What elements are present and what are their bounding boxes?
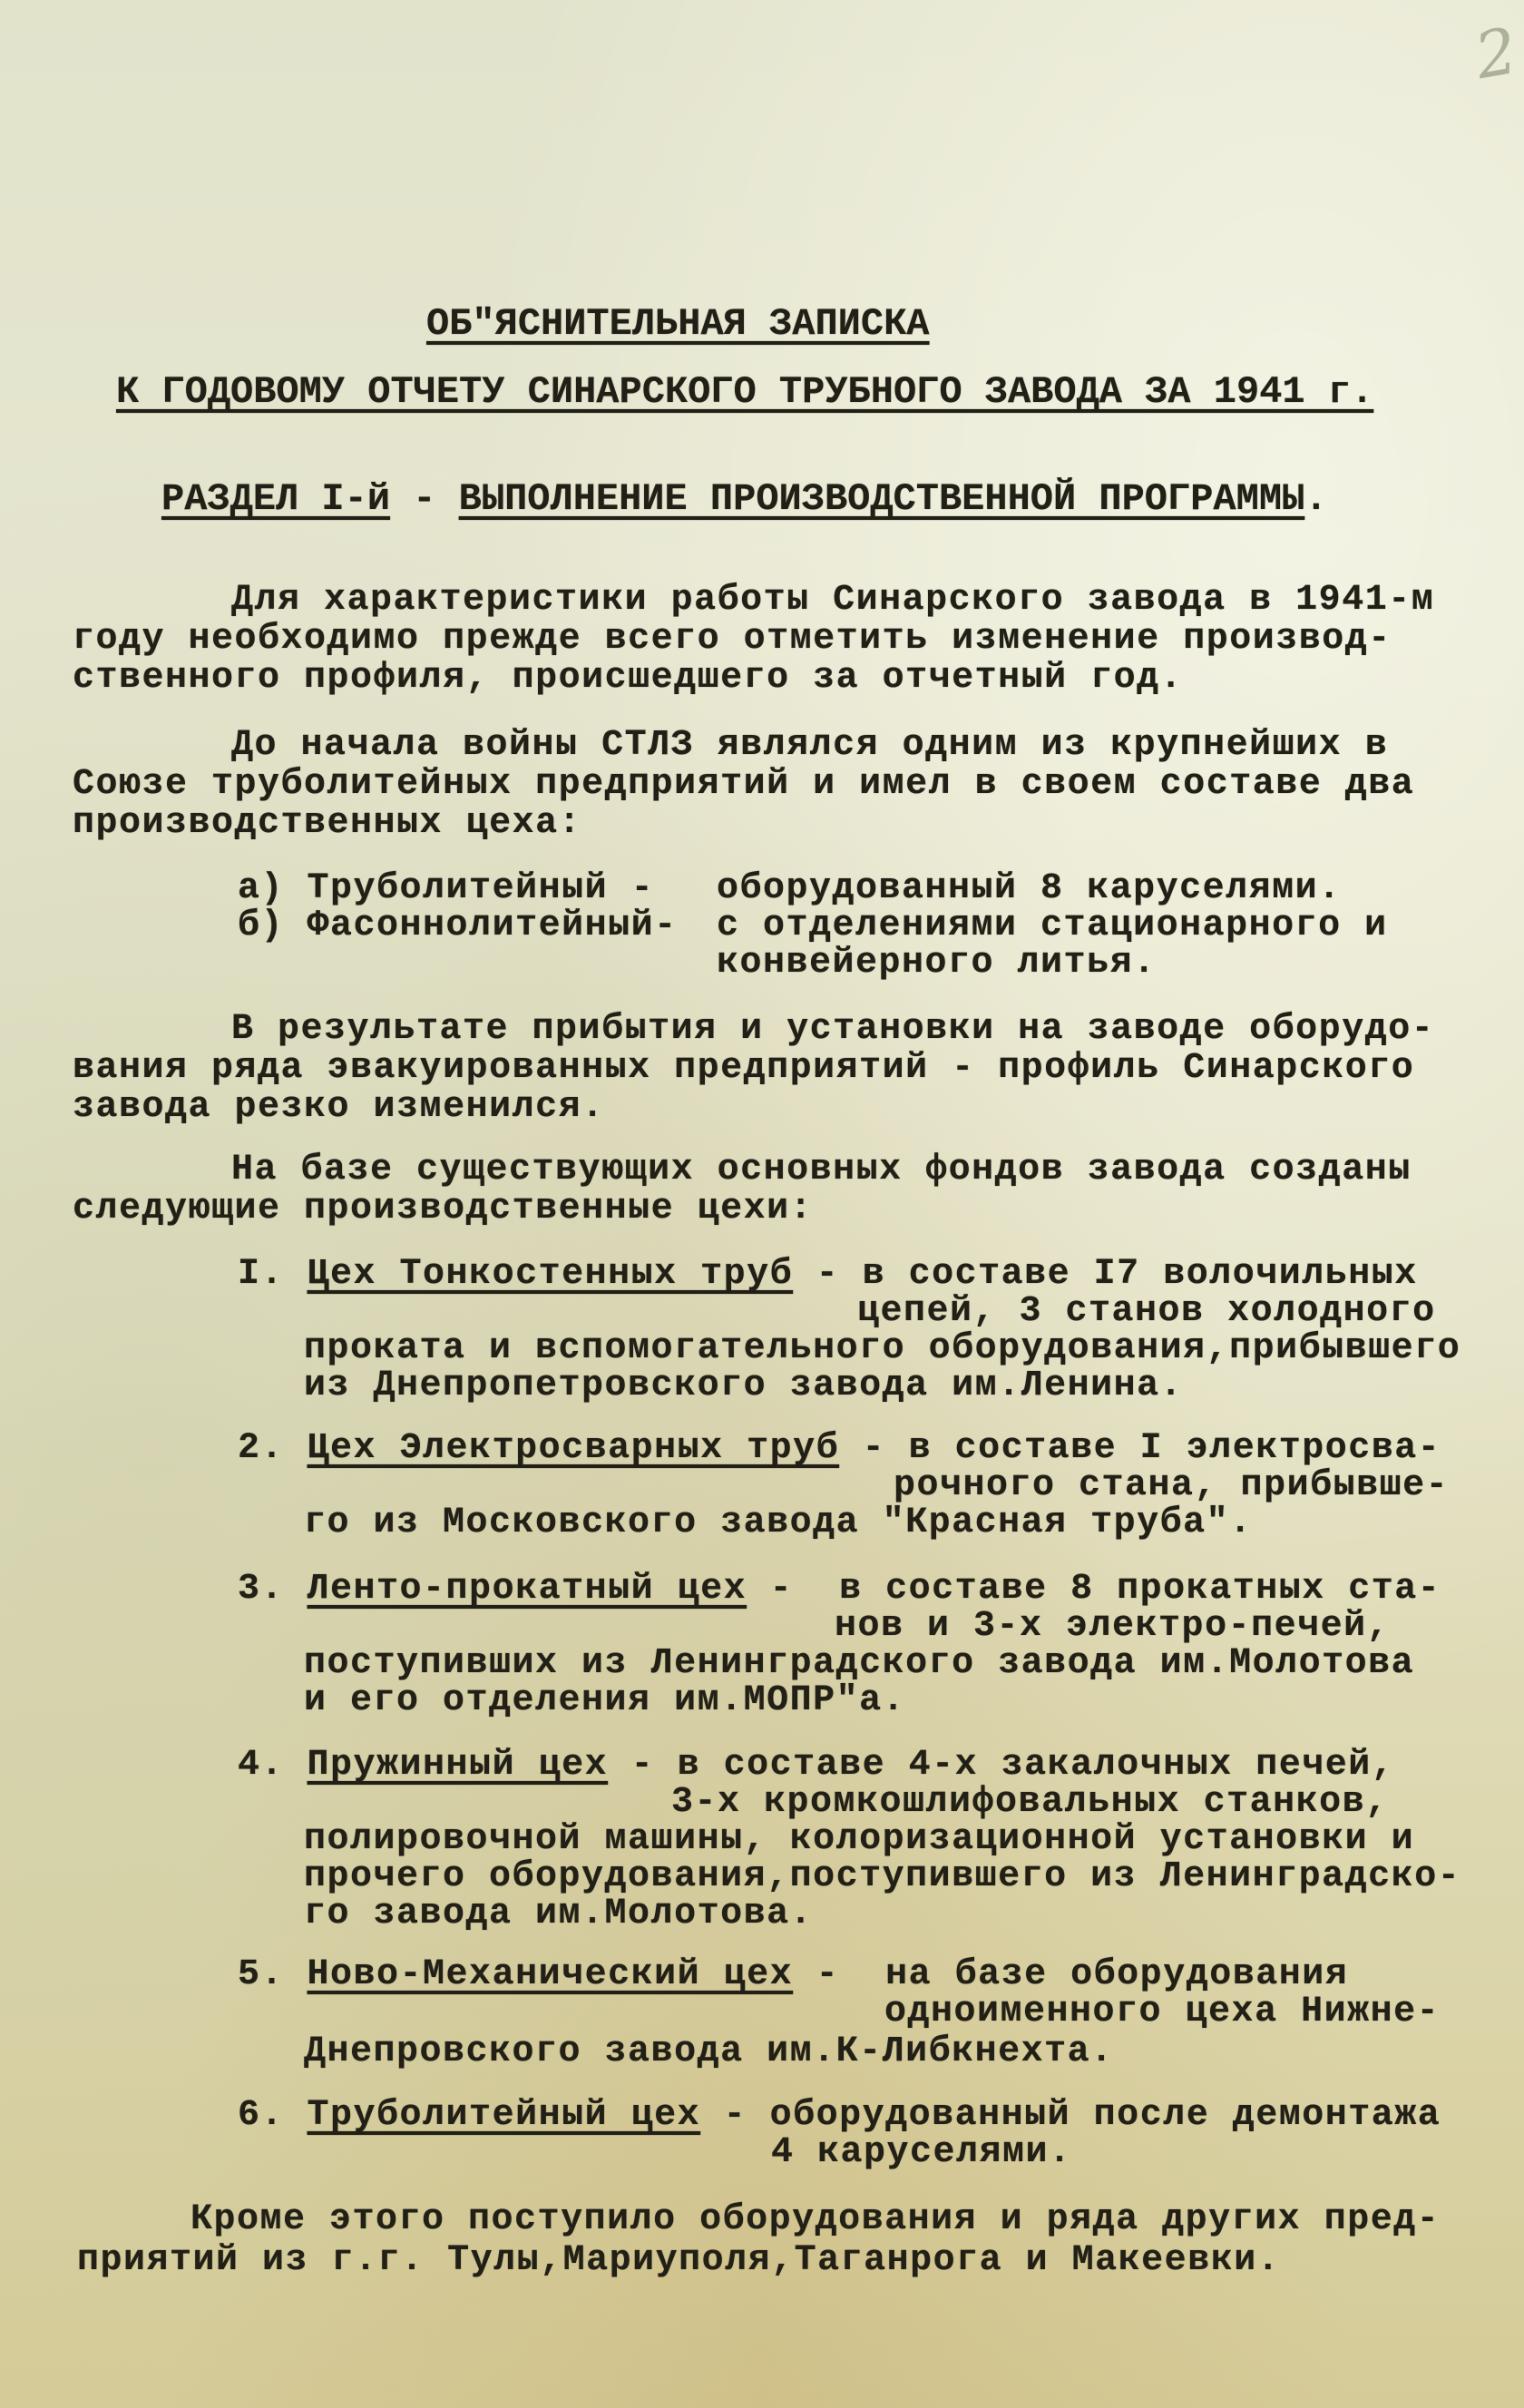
new-shop-4 (238, 1746, 1394, 1786)
new-shop-6-cont: 4 каруселями. (771, 2132, 1072, 2173)
dash: - (700, 2095, 770, 2136)
new-shop-1-rest-2: из Днепропетровского завода им.Ленина. (304, 1366, 1184, 1406)
item-number: 6. (238, 2095, 285, 2136)
dash: - (839, 1428, 909, 1469)
new-shop-1-rest-1: проката и вспомогательного оборудования,прибывшего (304, 1328, 1461, 1369)
paragraph-2-line-3: производственных цеха: (73, 803, 582, 844)
list-marker: а) (238, 868, 285, 909)
shop-name: Труболитейный цех (307, 2095, 701, 2136)
new-shop-5-rest-1: Днепровского завода им.К-Либкнехта. (304, 2031, 1114, 2072)
shop-desc-first: оборудованный после демонтажа (769, 2095, 1441, 2136)
paragraph-3-line-1: В результате прибытия и установки на заводе оборудо- (231, 1009, 1435, 1050)
paragraph-5-line-1: Кроме этого поступило оборудования и ряда других пред- (190, 2199, 1441, 2240)
item-number: 3. (238, 1569, 285, 1610)
new-shop-1-cont: цепей, 3 станов холодного (857, 1291, 1436, 1332)
new-shop-3-rest-2: и его отделения им.МОПР"а. (304, 1680, 906, 1721)
shop-desc-first: в составе I электросва- (908, 1428, 1441, 1469)
paragraph-5-line-2: приятий из г.г. Тулы,Мариуполя,Таганрога и Макеевки. (77, 2240, 1281, 2281)
paragraph-3-line-3: завода резко изменился. (73, 1087, 605, 1128)
new-shop-4-cont: 3-х кромкошлифовальных станков, (671, 1782, 1389, 1823)
paragraph-2-line-2: Союзе труболитейных предприятий и имел в своем составе два (73, 764, 1415, 805)
prewar-shop-b-desc-1: с отделениями стационарного и (717, 905, 1388, 946)
new-shop-4-rest-1: полировочной машины, колоризационной установки и (304, 1819, 1415, 1860)
new-shop-5-cont: одноименного цеха Нижне- (884, 1992, 1441, 2032)
new-shop-4-rest-2: прочего оборудования,поступившего из Ленинградско- (304, 1856, 1461, 1897)
dash: - (608, 1745, 678, 1786)
paragraph-4-line-2: следующие производственные цехи: (73, 1189, 814, 1229)
list-marker: б) (238, 905, 285, 946)
shop-name: Цех Тонкостенных труб (307, 1254, 794, 1295)
shop-desc-first: в составе 8 прокатных ста- (839, 1569, 1441, 1610)
new-shop-3-rest-1: поступивших из Ленинградского завода им.Молотова (304, 1643, 1415, 1684)
shop-name: Труболитейный (307, 868, 609, 909)
new-shop-6 (238, 2096, 1441, 2136)
item-number: 2. (238, 1428, 285, 1469)
section-dash: - (390, 477, 459, 521)
new-shop-4-rest-3: го завода им.Молотова. (304, 1894, 814, 1934)
shop-name: Фасоннолитейный (307, 905, 655, 946)
shop-name: Ленто-прокатный цех (307, 1569, 747, 1610)
new-shop-3-cont: нов и 3-х электро-печей, (835, 1606, 1391, 1647)
shop-name: Пружинный цех (307, 1745, 609, 1786)
shop-desc-first: в составе 4-х закалочных печей, (677, 1745, 1395, 1786)
new-shop-5 (238, 1955, 1348, 1995)
dash: - (793, 1254, 863, 1295)
dash: - (608, 868, 655, 909)
paragraph-1-line-2: году необходимо прежде всего отметить изменение производ- (73, 619, 1392, 660)
document-title: ОБ"ЯСНИТЕЛЬНАЯ ЗАПИСКА (426, 302, 930, 346)
section-title: ВЫПОЛНЕНИЕ ПРОИЗВОДСТВЕННОЙ ПРОГРАММЫ (458, 477, 1305, 521)
dash: - (654, 905, 678, 946)
section-end: . (1304, 477, 1328, 521)
shop-name: Ново-Механический цех (307, 1954, 794, 1995)
paragraph-3-line-2: вания ряда эвакуированных предприятий - профиль Синарского (73, 1048, 1415, 1089)
new-shop-2-rest-1: го из Московского завода "Красная труба". (304, 1503, 1253, 1543)
prewar-shop-a (238, 869, 654, 909)
dash: - (747, 1569, 840, 1610)
item-number: I. (238, 1254, 285, 1295)
paragraph-4-line-1: На базе существующих основных фондов завода созданы (231, 1150, 1412, 1190)
prewar-shop-a-desc: оборудованный 8 каруселями. (717, 868, 1342, 909)
item-number: 5. (238, 1954, 285, 1995)
paragraph-2-line-1: До начала войны СТЛЗ являлся одним из крупнейших в (231, 725, 1389, 766)
prewar-shop-b (238, 906, 678, 946)
new-shop-1 (238, 1255, 1418, 1295)
document-subtitle: К ГОДОВОМУ ОТЧЕТУ СИНАРСКОГО ТРУБНОГО ЗАВОДА ЗА 1941 г. (116, 370, 1374, 414)
paragraph-1-line-3: ственного профиля, происшедшего за отчетный год. (73, 658, 1184, 699)
item-number: 4. (238, 1745, 285, 1786)
section-heading (161, 479, 1327, 519)
handwritten-page-number: 2 (1470, 13, 1523, 94)
new-shop-3 (238, 1570, 1441, 1610)
prewar-shop-b-desc-2: конвейерного литья. (717, 943, 1157, 984)
dash: - (793, 1954, 886, 1995)
shop-desc-first: на базе оборудования (885, 1954, 1349, 1995)
new-shop-2-cont: рочного стана, прибывше- (894, 1465, 1450, 1506)
paragraph-1-line-1: Для характеристики работы Синарского завода в 1941-м (231, 580, 1435, 621)
new-shop-2 (238, 1429, 1441, 1469)
section-label: РАЗДЕЛ I-й (161, 477, 391, 521)
shop-desc-first: в составе I7 волочильных (862, 1254, 1418, 1295)
shop-name: Цех Электросварных труб (307, 1428, 840, 1469)
